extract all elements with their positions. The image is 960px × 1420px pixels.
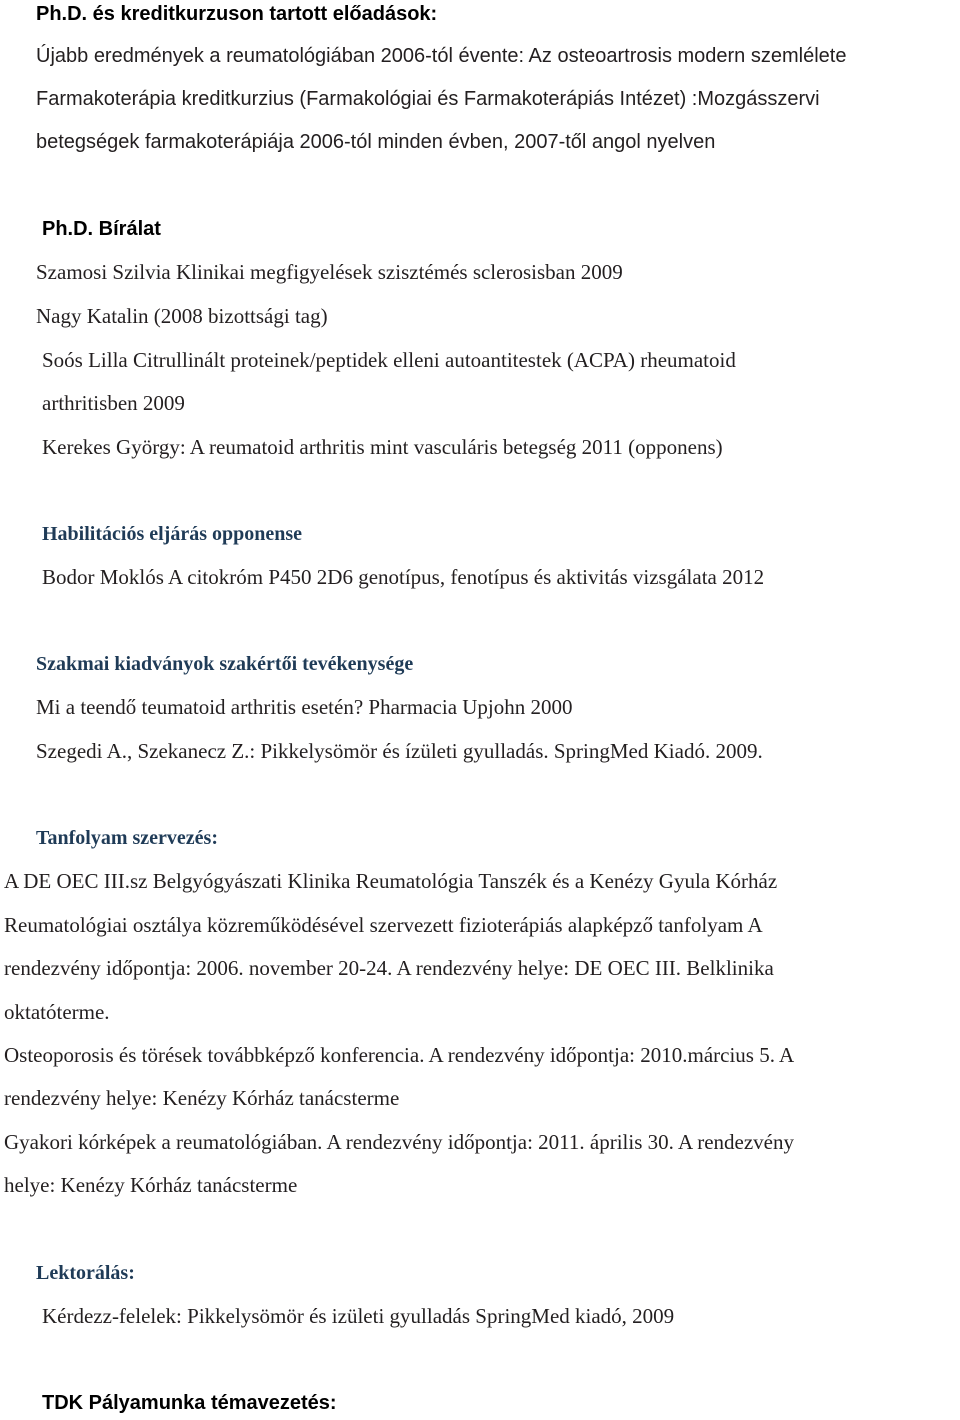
section-heading-expert-publications: Szakmai kiadványok szakértői tevékenysége [36,653,414,675]
course-line: Osteoporosis és törések továbbképző konferencia. A rendezvény időpontja: 2010.március 5. A [4,1043,795,1067]
publication-line: Mi a teendő teumatoid arthritis esetén? Pharmacia Upjohn 2000 [36,695,573,719]
editing-line: Kérdezz-felelek: Pikkelysömör és izületi gyulladás SpringMed kiadó, 2009 [42,1304,675,1328]
habilitation-line: Bodor Moklós A citokróm P450 2D6 genotípus, fenotípus és aktivitás vizsgálata 2012 [42,565,765,589]
review-line: Kerekes György: A reumatoid arthritis mint vasculáris betegség 2011 (opponens) [42,435,723,459]
lecture-line: betegségek farmakoterápiája 2006-tól minden évben, 2007-től angol nyelven [36,131,716,153]
review-line: Szamosi Szilvia Klinikai megfigyelések szisztémés sclerosisban 2009 [36,260,623,284]
course-line: rendezvény időpontja: 2006. november 20-24. A rendezvény helye: DE OEC III. Belklinika [4,956,774,980]
review-line: arthritisben 2009 [42,391,185,415]
section-heading-phd-review: Ph.D. Bírálat [42,218,161,240]
lecture-line: Újabb eredmények a reumatológiában 2006-tól évente: Az osteoartrosis modern szemlélete [36,45,847,67]
section-heading-phd-lectures: Ph.D. és kreditkurzuson tartott előadások: [36,3,438,25]
course-line: Gyakori kórképek a reumatológiában. A rendezvény időpontja: 2011. április 30. A rendezvény [4,1130,795,1154]
review-line: Soós Lilla Citrullinált proteinek/peptidek elleni autoantitestek (ACPA) rheumatoid [42,348,736,372]
section-heading-habilitation: Habilitációs eljárás opponense [42,523,303,545]
course-line: Reumatológiai osztálya közreműködésével szervezett fizioterápiás alapképző tanfolyam A [4,913,763,937]
section-heading-editing: Lektorálás: [36,1262,135,1284]
publication-line: Szegedi A., Szekanecz Z.: Pikkelysömör és ízületi gyulladás. SpringMed Kiadó. 2009. [36,739,763,763]
course-line: rendezvény helye: Kenézy Kórház tanácsterme [4,1086,400,1110]
section-heading-course-organization: Tanfolyam szervezés: [36,827,218,849]
review-line: Nagy Katalin (2008 bizottsági tag) [36,304,328,328]
lecture-line: Farmakoterápia kreditkurzius (Farmakológiai és Farmakoterápiás Intézet) :Mozgásszervi [36,88,820,110]
course-line: A DE OEC III.sz Belgyógyászati Klinika Reumatológia Tanszék és a Kenézy Gyula Kórház [4,869,778,893]
course-line: helye: Kenézy Kórház tanácsterme [4,1173,298,1197]
section-heading-tdk-supervision: TDK Pályamunka témavezetés: [42,1392,337,1414]
course-line: oktatóterme. [4,1000,110,1024]
